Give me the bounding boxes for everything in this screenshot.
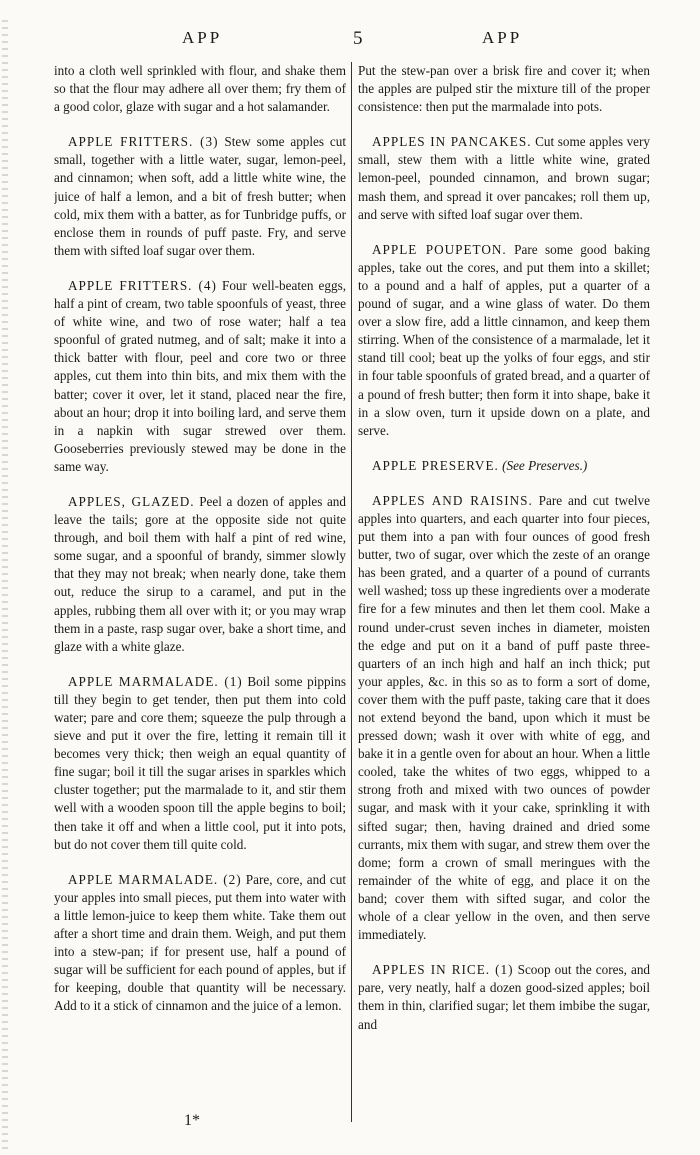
entry-heading: APPLE FRITTERS. (4)	[68, 277, 217, 293]
running-header	[0, 28, 700, 52]
entry-text: Pare, core, and cut your apples into small pieces, put them into water with a little lemon-juice to keep them white. Take them out after a short time and drain them. Weigh, and put them into a stew-pan; if for present use, half a pound of sugar will be sufficient for each pound of apples, but if for keeping, double that quantity will be necessary. Add to it a stick of cinnamon and the juice of a lemon.	[54, 871, 346, 1014]
entry-apples-and-raisins	[358, 492, 650, 944]
entry-heading: APPLES, GLAZED.	[68, 493, 195, 509]
entry-apple-fritters-4	[54, 277, 346, 476]
page-number: 5	[353, 28, 363, 49]
entry-apples-glazed	[54, 493, 346, 656]
entry-text: Pare and cut twelve apples into quarters, and each quarter into four pieces, put them into a pan with four ounces of good fresh butter, two of sugar, over which the zeste of an orange has been grated, and a quarter of a pound of currants well washed; toss up these ingredients over a moderate fire for a few minutes and then let them cool. Make a round under-crust seven inches in diameter, moisten the edge and put on it a band of puff paste three-quarters of an inch high and half an inch thick; put your apples, &c. in this so as to form a sort of dome, cover them with the puff paste, taking care that it does not extend beyond the band, upon which it must be pressed down; wash it over with white of egg, and bake it in a gentle oven for about an hour. When a little cooled, take the whites of two eggs, whipped to a strong froth and mixed with two ounces of powder sugar, and mask with it your cake, sprinkling it with sifted sugar; then, having drained and dried some currants, mix them with sugar, and strew them over the dome; form a crown of small meringues with the remainder of the white of egg, and place it on the band; cover them with sifted sugar, and color the whole of a clear yellow in the oven, and then serve immediately.	[358, 492, 650, 943]
entry-apple-poupeton	[358, 241, 650, 440]
entry-apple-marmalade-1	[54, 673, 346, 854]
cross-reference: (See Preserves.)	[502, 457, 588, 473]
entry-apple-marmalade-2	[54, 871, 346, 1016]
header-left-guideword: APP	[182, 28, 223, 47]
continued-entry: Put the stew-pan over a brisk fire and cover it; when the apples are pulped stir the mixture till of the proper consistence: then put the marmalade into pots.	[358, 63, 650, 115]
entry-text: Stew some apples cut small, together with a little water, sugar, lemon-peel, and cinnamon; when soft, add a little white wine, the juice of half a lemon, and a bit of fresh butter; when cold, mix them with a batter, as for Tunbridge puffs, or enclose them in rounds of puff paste. Fry, and serve them with sifted loaf sugar over them.	[54, 134, 346, 258]
entry-heading: APPLE MARMALADE. (1)	[68, 673, 243, 689]
entry-text: Scoop out the cores, and pare, very neatly, half a dozen good-sized apples; boil them in thin, clarified sugar; let them imbibe the sugar, and	[358, 962, 650, 1032]
right-column	[358, 62, 650, 1142]
entry-text: Four well-beaten eggs, half a pint of cream, two table spoonfuls of yeast, three of white wine, and two of rose water; half a tea spoonful of grated nutmeg, and of salt; make it into a thick batter with flour, peel and core two or three apples, cut them into thin bits, and mix them with the batter; cover it over, let it stand, placed near the fire, about an hour; drop it into boiling lard, and serve them in a napkin with sugar strewed over them. Gooseberries previously stewed may be done in the same way.	[54, 277, 346, 474]
page-edge	[2, 20, 8, 1150]
entry-heading: APPLE MARMALADE. (2)	[68, 871, 242, 887]
left-column	[54, 62, 346, 1142]
printer-signature-mark: 1*	[184, 1112, 200, 1129]
entry-heading: APPLES IN PANCAKES.	[372, 134, 532, 150]
entry-apple-preserve	[358, 457, 650, 475]
entry-text: Peel a dozen of apples and leave the tails; gore at the opposite side not quite through, and boil them with half a pint of red wine, some sugar, and a spoonful of brandy, simmer slowly that they may not break; when nearly done, take them out, reduce the sirup to a caramel, and put in the apples, rubbing them all over with it; or you may wrap them in a paste, rasp sugar over, bake a short time, and glaze with a white glaze.	[54, 493, 346, 654]
entry-heading: APPLE PRESERVE.	[372, 457, 499, 473]
entry-apples-in-rice-1	[358, 961, 650, 1033]
header-right-guideword: APP	[482, 28, 523, 47]
entry-text: Boil some pippins till they begin to get tender, then put them into cold water; pare and core them; squeeze the pulp through a sieve and put it over the fire, letting it remain till it becomes very thick; then weigh an equal quantity of fine sugar; boil it till the sugar arises in sparkles which cluster together; put the marmalade to it, and stir them well with a wooden spoon till the apple begins to boil; then take it off and when a little cool, put it into pots, but do not cover them till quite cold.	[54, 673, 346, 852]
entry-heading: APPLE FRITTERS. (3)	[68, 134, 219, 150]
entry-apple-fritters-3	[54, 133, 346, 260]
continued-entry: into a cloth well sprinkled with flour, and shake them so that the flour may adhere all over them; fry them of a good color, glaze with sugar and a hot salamander.	[54, 63, 346, 115]
entry-text: Pare some good baking apples, take out the cores, and put them into a skillet; to a pound and a half of apples, put a quarter of a pound of sugar, and a wine glass of water. Do them over a slow fire, add a little cinnamon, and keep them stirring. When of the consistence of a marmalade, let it stand till cool; beat up the yolks of four eggs, and stir in four table spoonfuls of grated bread, and a quarter of a pound of fresh butter; then form it into shape, bake it in a slow oven, turn it upside down on a plate, and serve.	[358, 241, 650, 438]
column-divider	[351, 62, 352, 1122]
entry-text: Cut some apples very small, stew them with a little white wine, grated lemon-peel, pounded cinnamon, and brown sugar; mash them, and spread it over pancakes; roll them up, and serve with sifted loaf sugar over them.	[358, 134, 650, 222]
entry-heading: APPLES IN RICE. (1)	[372, 962, 514, 978]
entry-apples-in-pancakes	[358, 133, 650, 223]
entry-heading: APPLE POUPETON.	[372, 241, 507, 257]
entry-heading: APPLES AND RAISINS.	[372, 492, 533, 508]
